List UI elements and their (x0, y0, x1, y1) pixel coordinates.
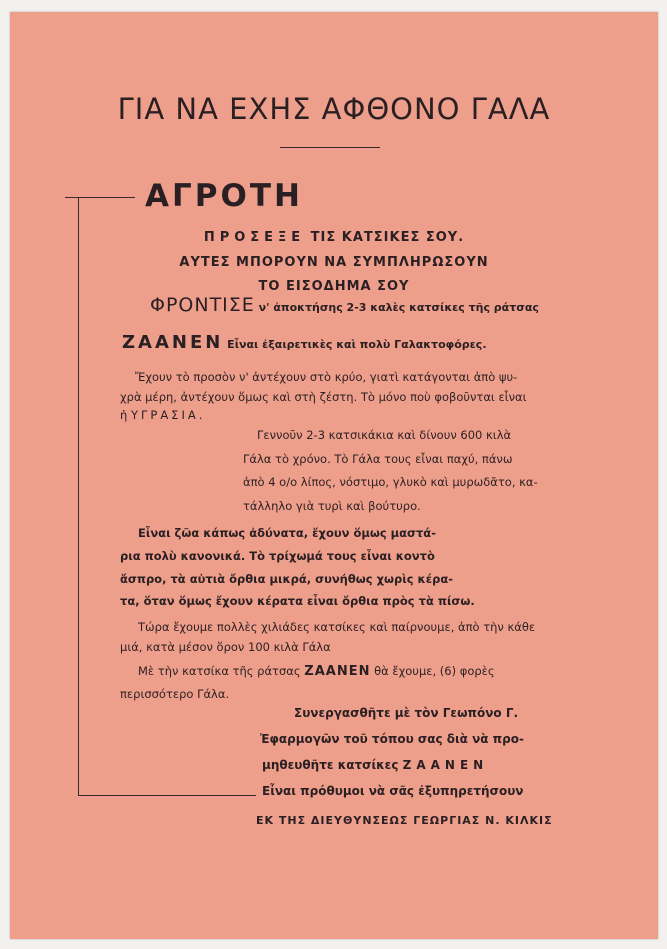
p6-line-2: Ἐφαρμογῶν τοῦ τόπου σας διὰ νὰ προ- (260, 732, 524, 746)
leaflet-title: ΓΙΑ ΝΑ ΕΧΗΣ ΑΦΘΟΝΟ ΓΑΛΑ (117, 92, 551, 126)
p6-line-3 (262, 758, 488, 772)
p5-line-1-start: Μὲ τὴν κατσίκα τῆς ράτσας (138, 664, 305, 678)
p1-line-1: Ἔχουν τὸ προσὸν ν' ἀντέχουν στὸ κρύο, γιατὶ κατάγονται ἀπὸ ψυ- (135, 370, 518, 384)
p4-line-2: μιά, κατὰ μέσον ὅρον 100 κιλὰ Γάλα (120, 640, 331, 654)
p6-line-4: Εἶναι πρόθυμοι νὰ σᾶς ἐξυπηρετήσουν (262, 784, 524, 798)
frontise-line (150, 294, 539, 316)
farmer-heading: ΑΓΡΟΤΗ (145, 178, 303, 214)
p3-line-1: Εἶναι ζῶα κάπως ἀδύνατα, ἔχουν ὅμως μαστά- (138, 526, 436, 540)
frame-line-top (65, 197, 135, 198)
title-underline (280, 147, 380, 148)
p1-line-3-start: ἡ (120, 408, 131, 422)
p1-line-3 (120, 408, 205, 422)
zaanen-inline: ΖΑΑΝΕΝ (304, 664, 371, 679)
headline-income: ΤΟ ΕΙΣΟΔΗΜΑ ΣΟΥ (258, 279, 410, 294)
p3-line-4: τα, ὅταν ὅμως ἔχουν κέρατα εἶναι ὄρθια πρὸς τὰ πίσω. (120, 594, 475, 608)
p6-line-1: Συνεργασθῆτε μὲ τὸν Γεωπόνο Γ. (294, 706, 519, 720)
frontise-rest: ν' ἀποκτήσης 2-3 καλὲς κατσίκες τῆς ράτσας (254, 301, 539, 314)
humidity-word: ΥΓΡΑΣΙΑ. (130, 408, 206, 422)
p5-line-2: περισσότερο Γάλα. (120, 687, 230, 701)
issuer-footer: ΕΚ ΤΗΣ ΔΙΕΥΘΥΝΣΕΩΣ ΓΕΩΡΓΙΑΣ Ν. ΚΙΛΚΙΣ (256, 814, 553, 827)
frame-line-bottom (78, 795, 256, 796)
zaanen-rest: Εἶναι ἐξαιρετικὲς καὶ πολὺ Γαλακτοφόρες. (223, 338, 487, 351)
headline-can-supplement: ΑΥΤΕΣ ΜΠΟΡΟΥΝ ΝΑ ΣΥΜΠΛΗΡΩΣΟΥΝ (179, 255, 489, 270)
p2-line-4: τάλληλο γιὰ τυρὶ καὶ βούτυρο. (243, 499, 421, 513)
p2-line-3: ἀπὸ 4 ο/ο λίπος, νόστιμο, γλυκὸ καὶ μυρωδᾶτο, κα- (243, 475, 538, 489)
p2-line-2: Γάλα τὸ χρόνο. Τὸ Γάλα τους εἶναι παχύ, πάνω (243, 452, 513, 466)
p3-line-3: ἄσπρο, τὰ αὐτιὰ ὄρθια μικρά, συνήθως χωρὶς κέρα- (120, 572, 454, 586)
frontise-word: ΦΡΟΝΤΙΣΕ (150, 294, 255, 316)
leaflet-page (10, 12, 658, 939)
p1-line-2: χρὰ μέρη, ἀντέχουν ὅμως καὶ στὴ ζέστη. Τὸ μόνο ποὺ φοβοῦνται εἶναι (120, 390, 527, 404)
p4-line-1: Τώρα ἔχουμε πολλὲς χιλιάδες κατσίκες καὶ παίρνουμε, ἀπὸ τὴν κάθε (138, 620, 536, 634)
p6-line-3-start: μηθευθῆτε κατσίκες (262, 758, 403, 772)
zaanen-line (122, 332, 487, 353)
p5-line-1 (138, 664, 495, 679)
headline-take-care-emphasis: ΠΡΟΣΕΞΕ (203, 230, 306, 245)
headline-take-care-rest: ΤΙΣ ΚΑΤΣΙΚΕΣ ΣΟΥ. (305, 230, 465, 245)
p2-line-1: Γεννοῦν 2-3 κατσικάκια καὶ δίνουν 600 κιλὰ (257, 428, 512, 442)
headline-take-care (10, 230, 658, 245)
zaanen-word: ΖΑΑΝΕΝ (122, 332, 224, 353)
p3-line-2: ρια πολὺ κανονικά. Τὸ τρίχωμά τους εἶναι κοντὸ (120, 549, 435, 563)
zaanen-closing: ΖΑΑΝΕΝ (402, 758, 489, 772)
p5-line-1-end: θὰ ἔχουμε, (6) φορὲς (370, 664, 495, 678)
